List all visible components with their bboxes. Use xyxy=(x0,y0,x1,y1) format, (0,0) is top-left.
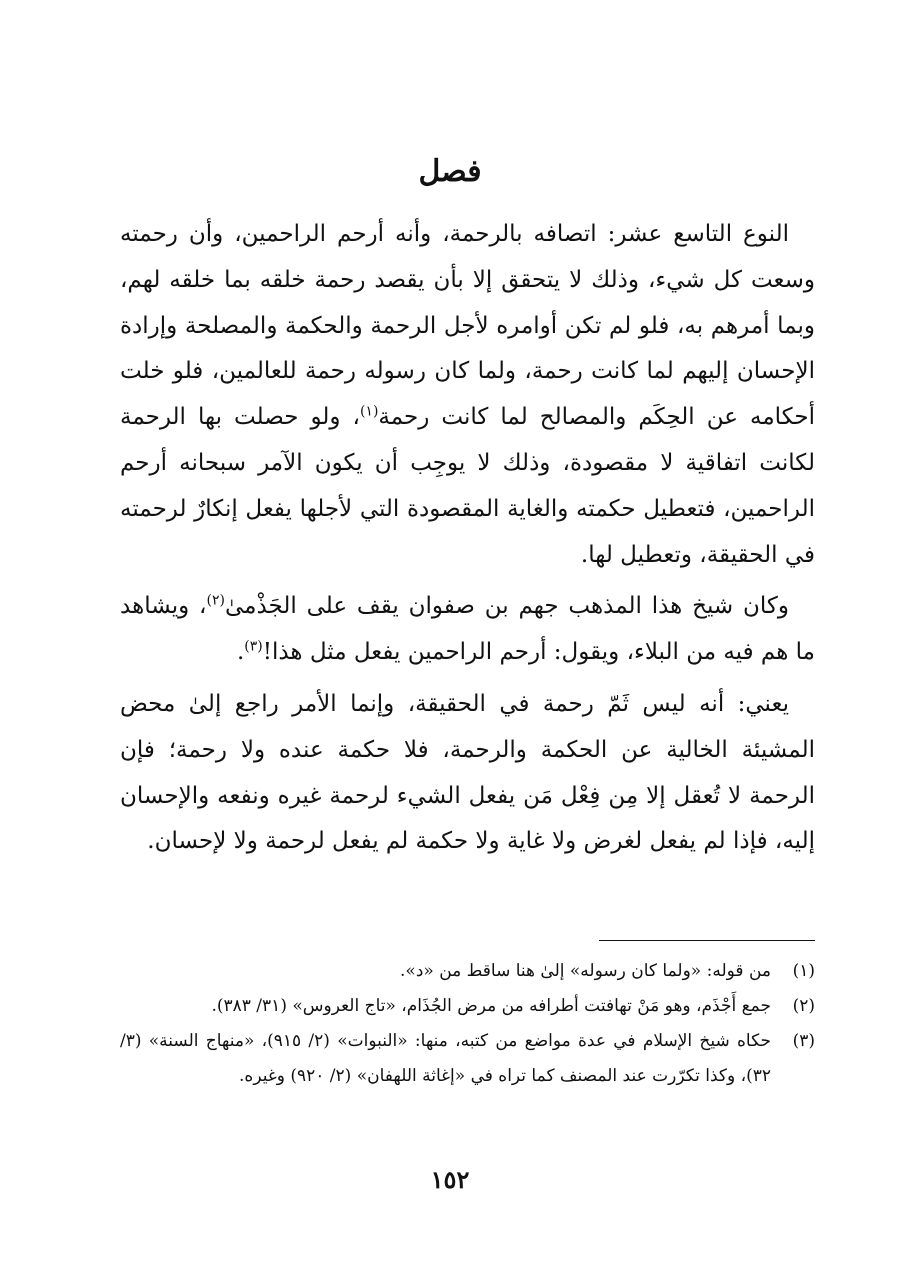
footnote-ref-2: (٢) xyxy=(206,592,225,609)
footnote-separator xyxy=(599,940,815,941)
footnotes xyxy=(120,954,815,1094)
paragraph-1 xyxy=(120,212,815,578)
paragraph-1-text-a: النوع التاسع عشر: اتصافه بالرحمة، وأنه أرحم الراحمين، وأن رحمته وسعت كل شيء، وذلك لا يتحقق إلا بأن يقصد رحمة خلقه بما خلقه لهم، وبما أمرهم به، فلو لم تكن أوامره لأجل الرحمة والحكمة والمصلحة وإرادة الإحسان إليهم لما كانت رحمة، ولما كان رسوله رحمة للعالمين، فلو خلت أحكامه عن الحِكَم والمصالح لما كانت رحمة xyxy=(120,221,815,431)
paragraph-1-text-b: ، ولو حصلت بها الرحمة لكانت اتفاقية لا مقصودة، وذلك لا يوجِب أن يكون الآمر سبحانه أرحم الراحمين، فتعطيل حكمته والغاية المقصودة التي لأجلها يفعل إنكارٌ لرحمته في الحقيقة، وتعطيل لها. xyxy=(120,404,815,568)
paragraph-3 xyxy=(120,682,815,865)
footnote-text: جمع أَجْذَم، وهو مَنْ تهافتت أطرافه من مرض الجُذَام، «تاج العروس» (٣١/ ٣٨٣). xyxy=(211,996,771,1016)
footnote-ref-1: (١) xyxy=(359,403,379,420)
footnote-2 xyxy=(120,989,815,1024)
main-text xyxy=(120,212,815,865)
footnote-1 xyxy=(120,954,815,989)
paragraph-2-text-c: . xyxy=(236,639,245,666)
footnote-3 xyxy=(120,1024,815,1094)
section-title: فصل xyxy=(418,154,482,189)
paragraph-2-text-a: وكان شيخ هذا المذهب جهم بن صفوان يقف على الجَذْمىٰ xyxy=(224,593,789,620)
footnote-text: حكاه شيخ الإسلام في عدة مواضع من كتبه، منها: «النبوات» (٢/ ٩١٥)، «منهاج السنة» (٣/ ٣٢)، وكذا تكرّرت عند المصنف كما تراه في «إغاثة اللهفان» (٢/ ٩٢٠) وغيره. xyxy=(120,1031,771,1086)
paragraph-2 xyxy=(120,584,815,676)
footnote-number: (٢) xyxy=(792,996,815,1016)
paragraph-3-text-a: يعني: أنه ليس ثَمّ رحمة في الحقيقة، وإنما الأمر راجع إلىٰ محض المشيئة الخالية عن الحكمة والرحمة، فلا حكمة عنده ولا رحمة؛ فإن الرحمة لا تُعقل إلا مِن فِعْل مَن يفعل الشيء لرحمة غيره ونفعه والإحسان إليه، فإذا لم يفعل لغرض ولا غاية ولا حكمة لم يفعل لرحمة ولا لإحسان. xyxy=(120,690,815,855)
footnote-number: (٣) xyxy=(792,1031,815,1051)
paragraph-2-text-b: ، ويشاهد ما هم فيه من البلاء، ويقول: أرحم الراحمين يفعل مثل هذا! xyxy=(120,593,815,666)
page-number: ١٥٢ xyxy=(430,1165,470,1194)
footnote-number: (١) xyxy=(792,961,815,981)
footnote-ref-3: (٣) xyxy=(244,638,263,655)
footnote-text: من قوله: «ولما كان رسوله» إلىٰ هنا ساقط من «د». xyxy=(400,961,771,981)
